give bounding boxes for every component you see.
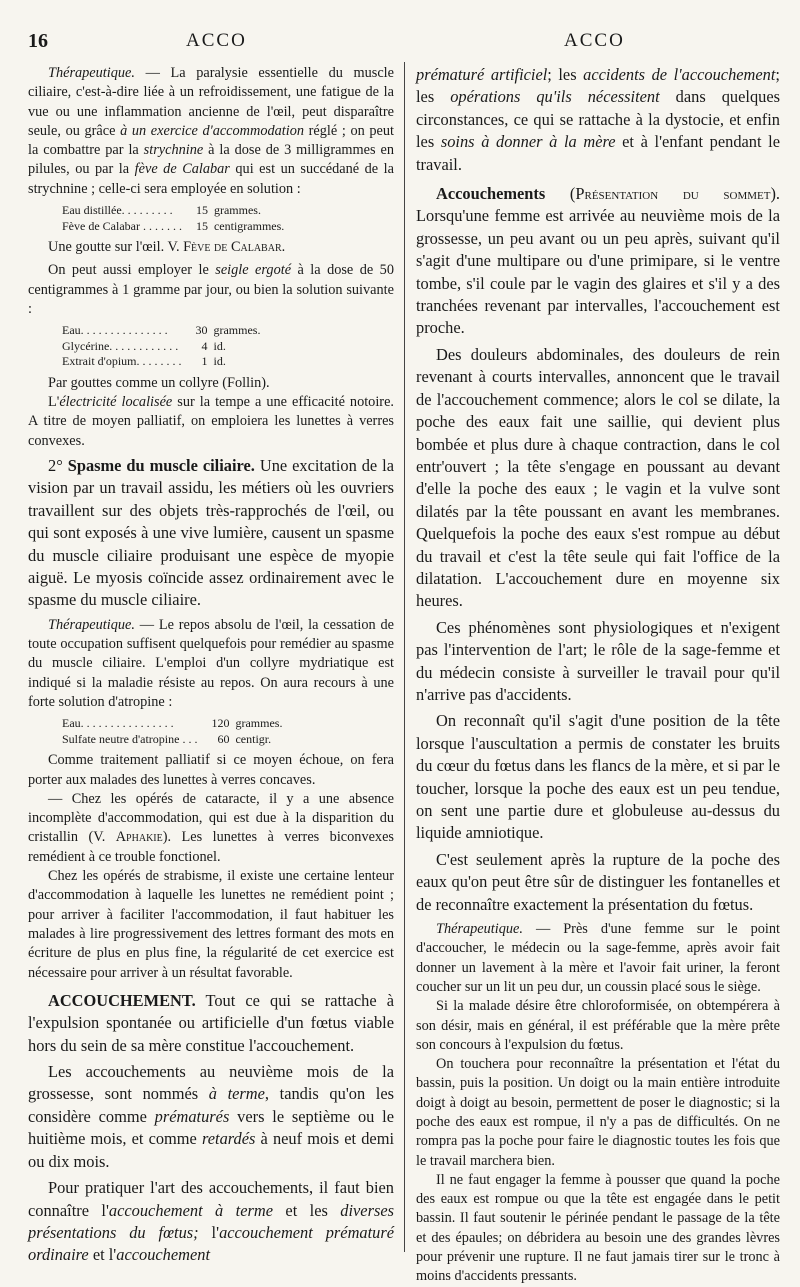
paragraph (28, 455, 394, 612)
paragraph (28, 990, 394, 1057)
text: Une goutte sur l'œil. V. (48, 239, 184, 256)
rx-qty: 30 (195, 323, 208, 338)
text: On peut aussi employer le (48, 262, 216, 279)
page-number: 16 (28, 30, 48, 52)
paragraph (416, 183, 780, 340)
emphasis: retardés (201, 1129, 256, 1149)
rx-item: Eau. . . . . . . . . . . . . . . (62, 323, 168, 338)
prescription-row (62, 219, 284, 235)
rx-item: Extrait d'opium. . . . . . . . (62, 354, 182, 369)
paragraph (28, 1061, 394, 1173)
rx-unit: id. (213, 338, 226, 353)
right-column (416, 64, 780, 1287)
right-running-head: ACCO (564, 30, 625, 51)
rx-qty: 15 (195, 203, 208, 218)
prescription-table (62, 203, 284, 234)
text: à neuf mois et demi ou dix mois. (28, 1129, 394, 1171)
prescription-row (62, 323, 260, 339)
emphasis: accouchement à terme (108, 1200, 273, 1220)
text: — Le repos absolu de l'œil, la cessation de toute occupation suffisent quelquefois pour remédier au spasme du muscle ciliaire. L'emploi d'un collyre mydriatique est indiqué si la maladie résiste au repos. On aura recours à une forte solution d'atropine : (28, 616, 394, 710)
prescription-row (62, 716, 282, 732)
rx-item: Fève de Calabar . . . . . . . (62, 218, 182, 233)
rx-item: Glycérine. . . . . . . . . . . . (62, 338, 179, 353)
text: Tout ce qui se rattache à l'expulsion spontanée ou artificielle d'un fœtus viable hors du sein de sa mère constitue l'accouchement. (28, 990, 394, 1055)
paragraph: Par gouttes comme un collyre (Follin). (48, 374, 270, 391)
prescription-row (62, 203, 284, 219)
cross-reference: Fève de Calabar (183, 239, 282, 256)
rx-unit: grammes. (213, 203, 261, 218)
text: Une excitation de la vision par un travail assidu, les métiers où les ouvriers travaillent sur des objets très-rapprochés de l'œil, ou qui sont exposés à une vive lumière, causent un spasme du muscle ciliaire produisant une espèce de myopie aiguë. Le myosis coïncide assez ordinairement avec le spasme du muscle ciliaire. (28, 455, 394, 610)
text: Lorsqu'une femme est arrivée au neuvième mois de la grossesse, un peu avant ou un peu après, suivant qu'il s'agit d'une multipare ou d'une primipare, si le ventre tombe, s'il coule par le vagin des glaires et s'il y a des tranchées revenant par intervalles, l'accouchement est proche. (416, 206, 780, 338)
emphasis: diverses présentations du fœtus; (28, 1200, 394, 1242)
prescription-table (62, 716, 282, 747)
text: et les (273, 1200, 341, 1220)
paragraph: Si la malade désire être chloroformisée, on obtempérera à son désir, mais en général, il est préférable que la mère prête son concours à l'expulsion du fœtus. (416, 998, 780, 1053)
prescription-row (62, 339, 260, 355)
rx-unit: grammes. (235, 716, 283, 731)
text: ; les (416, 65, 780, 107)
text: vers le septième ou le huitième mois, et comme (28, 1106, 394, 1149)
paragraph: C'est seulement après la rupture de la poche des eaux qu'on peut être sûr de distinguer les fontanelles et de reconnaître exactement la présentation du fœtus. (416, 849, 780, 914)
emphasis: accouchement (116, 1245, 210, 1265)
text: . (281, 239, 286, 256)
text: qui est un succédané de la strychnine ; celle-ci sera employée en solution : (28, 161, 394, 197)
prescription-row (62, 732, 282, 748)
emphasis: soins à donner à la mère (440, 132, 616, 152)
emphasis: à terme (208, 1084, 265, 1104)
section-label: Thérapeutique. (436, 921, 523, 938)
emphasis: prématurés (154, 1106, 230, 1126)
entry-heading: ACCOUCHEMENT. (48, 990, 196, 1010)
text: Les accouchements au neuvième mois de la grossesse, sont nommés (28, 1062, 394, 1104)
text: ; les (547, 65, 584, 84)
emphasis: prématuré artificiel (416, 65, 548, 84)
paragraph: On reconnaît qu'il s'agit d'une position de la tête lorsque l'auscultation a permis de constater les bruits du cœur du fœtus dans les flancs de la mère, et si par le toucher, lorsque la poche des eaux est un peu tendue, on sent une partie dure et globuleuse au-dessus du liquide amniotique. (416, 711, 780, 843)
emphasis: fève de Calabar (134, 161, 230, 178)
paragraph: Comme traitement palliatif si ce moyen échoue, on fera porter aux malades des lunettes à verres concaves. (28, 752, 394, 788)
text: , tandis qu'on les considère comme (28, 1084, 394, 1126)
paragraph (28, 790, 394, 867)
text: — Chez les opérés de cataracte, il y a une absence incomplète d'accommodation, qui est due à la disparition du cristallin (V. (28, 790, 394, 846)
left-column (28, 64, 394, 1267)
rx-qty: 4 (201, 338, 208, 353)
paragraph (28, 64, 394, 199)
emphasis: accouchement prématuré ordinaire (28, 1222, 395, 1265)
text: 2° (48, 455, 68, 475)
text: l' (198, 1222, 220, 1242)
paragraph (28, 1177, 394, 1267)
emphasis: opérations qu'ils nécessitent (450, 87, 660, 107)
paragraph: Il ne faut engager la femme à pousser que quand la poche des eaux est rompue ou que la tête est engagée dans le petit bassin. Il faut soutenir le périnée pendant le passage de la tête et des épaules; on débridera au besoin une des grandes lèvres pour prévenir une rupture. Il ne faut jamais tirer sur le tronc à moins d'accidents pressants. (416, 1171, 780, 1285)
paragraph: Ces phénomènes sont physiologiques et n'exigent pas l'intervention de l'art; le rôle de la sage-femme et du médecin consiste à surveiller le travail pour qu'il n'arrive pas d'accidents. (416, 617, 780, 704)
rx-item: Eau distillée. . . . . . . . . (62, 203, 173, 218)
paragraph (416, 920, 780, 997)
page-header (0, 0, 800, 58)
text: ). Les lunettes à verres biconvexes remédient à ce trouble fonctionel. (28, 829, 394, 865)
text: dans quelques circonstances, ce qui se rattache à la dystocie, et enfin les (416, 87, 780, 152)
paragraph: Chez les opérés de strabisme, il existe une certaine lenteur d'accommodation à laquelle les lunettes ne remédient point ; pour arriver à faciliter l'accommodation, il faut habituer les malades à lire progressivement des lettres formant des mots en écriture de plus en plus fine, la régularité de cet exercice est nécessaire pour arriver à un résultat favorable. (28, 868, 394, 981)
rx-unit: centigrammes. (213, 218, 285, 233)
text: et l' (88, 1245, 117, 1265)
section-label: Thérapeutique. (48, 65, 135, 81)
text: Pour pratiquer l'art des accouchements, il faut bien connaître l' (28, 1178, 394, 1220)
text: sur la tempe a une efficacité notoire. A titre de moyen palliatif, on emploiera les lunettes à verres convexes. (28, 394, 394, 449)
prescription-row (62, 354, 260, 370)
text: et à l'enfant pendant le travail. (416, 132, 781, 174)
text: L' (48, 394, 60, 411)
entry-subtitle: (Présentation du sommet). (545, 184, 780, 204)
rx-unit: id. (213, 354, 226, 369)
emphasis: électricité localisée (59, 394, 173, 411)
paragraph (28, 393, 394, 451)
rx-qty: 15 (195, 218, 208, 233)
paragraph: Des douleurs abdominales, des douleurs de rein revenant à courts intervalles, annoncent que le travail de l'accouchement commence; alors le col se dilate, la poche des eaux fait une saillie, qui devient plus bombée et plus dure à chaque contraction, dans le col entr'ouvert ; la tête s'engage en poussant au devant d'elle la poche des eaux ; le vagin et la vulve sont dilatés par la tête poussant en avant les membranes. Quelquefois la poche des eaux s'est rompue au début du travail et c'est la tête seule qui fait l'office de la dilatation. L'accouchement dure en moyenne six heures. (416, 344, 780, 611)
rx-qty: 60 (217, 731, 230, 746)
section-label: Thérapeutique. (48, 616, 135, 633)
paragraph (28, 238, 394, 257)
text: à la dose de 50 centigrammes à 1 gramme par jour, ou bien la solution suivante : (28, 262, 394, 317)
prescription-table (62, 323, 260, 370)
subheading: Spasme du muscle ciliaire. (67, 455, 255, 475)
text: à la dose de 3 milligrammes en pilules, ou par la (28, 142, 394, 178)
text: — La paralysie essentielle du muscle ciliaire, c'est-à-dire liée à un refroidissement, une fatigue de la vue ou une inflammation ancienne de l'œil, peut disparaître seule, ou grâce (28, 65, 394, 139)
cross-reference: Aphakie (115, 829, 163, 846)
rx-item: Eau. . . . . . . . . . . . . . . . (62, 716, 174, 731)
left-running-head: ACCO (186, 30, 247, 51)
entry-heading: Accouchements (436, 184, 546, 204)
rx-qty: 1 (201, 354, 208, 369)
text: réglé ; on peut la combattre par la (28, 122, 394, 159)
paragraph: On touchera pour reconnaître la présentation et l'état du bassin, puis la position. Un doigt ou la main entière introduite doigt à doigt au besoin, permettent de poser le diagnostic; si la poche des eaux est rompue, il n'y a pas de difficultés. On ne rompra pas la poche pour faire le diagnostic toutes les fois que le travail marchera bien. (416, 1056, 780, 1169)
emphasis: à un exercice d'accommodation (120, 122, 305, 139)
paragraph (416, 64, 780, 176)
emphasis: seigle ergoté (215, 262, 292, 279)
rx-unit: centigr. (235, 731, 272, 746)
rx-unit: grammes. (213, 323, 261, 338)
rx-qty: 120 (211, 716, 230, 731)
emphasis: strychnine (143, 142, 204, 159)
paragraph (28, 261, 394, 319)
column-divider (404, 62, 405, 1252)
paragraph (28, 616, 394, 712)
rx-item: Sulfate neutre d'atropine . . . (62, 731, 198, 746)
emphasis: accidents de l'accouchement (583, 65, 776, 84)
text: — Près d'une femme sur le point d'accoucher, le médecin ou la sage-femme, après avoir fait donner un lavement à la mère et l'avoir fait uriner, la feront coucher sur un lit un peu dur, un coussin placé sous le siège. (416, 921, 780, 995)
